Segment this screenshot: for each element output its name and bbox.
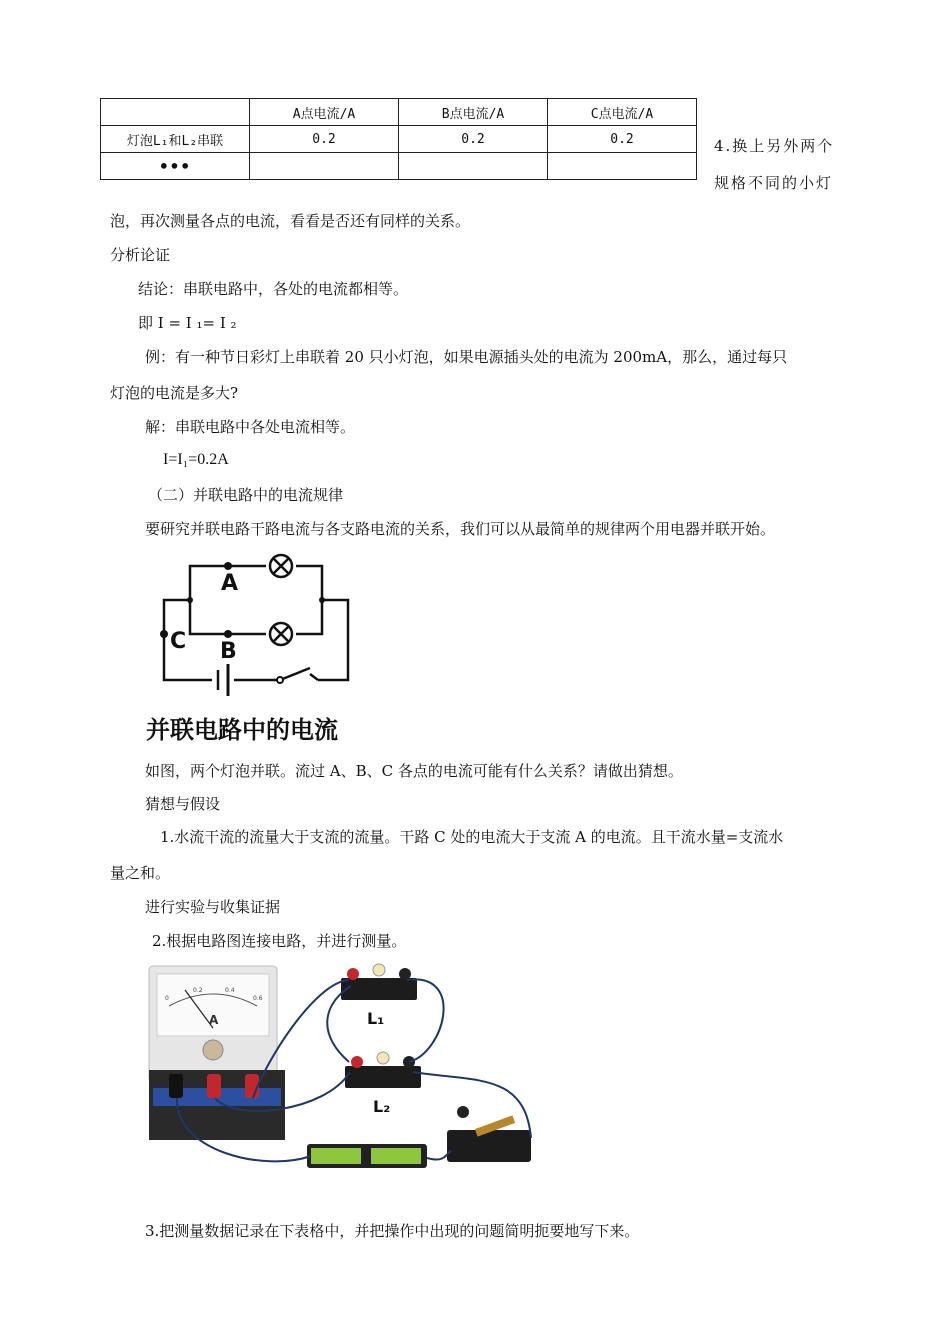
switch — [447, 1130, 531, 1162]
paragraph: 要研究并联电路干路电流与各支路电流的关系，我们可以从最简单的规律两个用电器并联开始。 — [145, 520, 776, 538]
meter-scale-tick: 0 — [165, 995, 169, 1002]
paragraph: 1.水流干流的流量大于支流的流量。干路 C 处的电流大于支流 A 的电流。且干流水量=支流水 — [160, 828, 784, 846]
label-b: B — [220, 639, 237, 664]
table-header-cell: A点电流/A — [250, 99, 399, 126]
paragraph: 如图，两个灯泡并联。流过 A、B、C 各点的电流可能有什么关系？请做出猜想。 — [145, 762, 683, 780]
table-header-row — [101, 99, 697, 126]
table-header-cell — [101, 99, 250, 126]
section-heading: 进行实验与收集证据 — [145, 898, 281, 916]
meter-scale-tick: 0.4 — [225, 987, 235, 994]
lamp-label-l2: L₂ — [373, 1097, 391, 1116]
table-cell — [548, 153, 697, 180]
table-header-cell: B点电流/A — [399, 99, 548, 126]
table-cell — [399, 153, 548, 180]
circuit-caption: 并联电路中的电流 — [146, 716, 338, 744]
table-cell: 灯泡L₁和L₂串联 — [101, 126, 250, 153]
table-row — [101, 153, 697, 180]
junction-dot — [224, 562, 232, 570]
section-heading: 猜想与假设 — [145, 795, 221, 813]
junction-dot — [160, 630, 168, 638]
side-text-line1: 4.换上另外两个 — [714, 137, 835, 155]
section-heading: （二）并联电路中的电流规律 — [148, 486, 344, 504]
meter-letter: A — [209, 1013, 219, 1027]
paragraph: 泡，再次测量各点的电流，看看是否还有同样的关系。 — [110, 212, 471, 230]
junction-dot — [224, 630, 232, 638]
paragraph: 结论：串联电路中，各处的电流都相等。 — [138, 280, 409, 298]
lamp-label-l1: L₁ — [367, 1009, 385, 1028]
meter-scale-tick: 0.6 — [253, 995, 263, 1002]
label-a: A — [221, 571, 239, 596]
paragraph: 量之和。 — [110, 864, 171, 882]
experiment-photo — [145, 962, 545, 1182]
lamp-holder-l1 — [341, 978, 417, 1000]
side-text-line2: 规格不同的小灯 — [714, 174, 834, 192]
section-heading: 分析论证 — [110, 246, 171, 264]
label-c: C — [170, 629, 187, 654]
table-cell: 0.2 — [399, 126, 548, 153]
parallel-circuit-diagram — [150, 552, 360, 698]
table-row — [101, 126, 697, 153]
formula: I=I₁=0.2A — [163, 451, 229, 468]
paragraph: 3.把测量数据记录在下表格中，并把操作中出现的问题简明扼要地写下来。 — [145, 1222, 640, 1240]
meter-scale-tick: 0.2 — [193, 987, 203, 994]
formula: 即 I = I ₁= I ₂ — [138, 314, 237, 332]
current-table — [100, 98, 697, 180]
paragraph: 灯泡的电流是多大? — [110, 384, 239, 402]
paragraph: 解：串联电路中各处电流相等。 — [145, 418, 356, 436]
table-header-cell: C点电流/A — [548, 99, 697, 126]
paragraph: 2.根据电路图连接电路，并进行测量。 — [152, 932, 407, 950]
paragraph: 例：有一种节日彩灯上串联着 20 只小灯泡，如果电源插头处的电流为 200mA，那么，通过每只 — [145, 348, 788, 366]
table-cell — [250, 153, 399, 180]
table-cell: 0.2 — [250, 126, 399, 153]
table-cell: ••• — [101, 153, 250, 180]
table-cell: 0.2 — [548, 126, 697, 153]
lamp-holder-l2 — [345, 1066, 421, 1088]
